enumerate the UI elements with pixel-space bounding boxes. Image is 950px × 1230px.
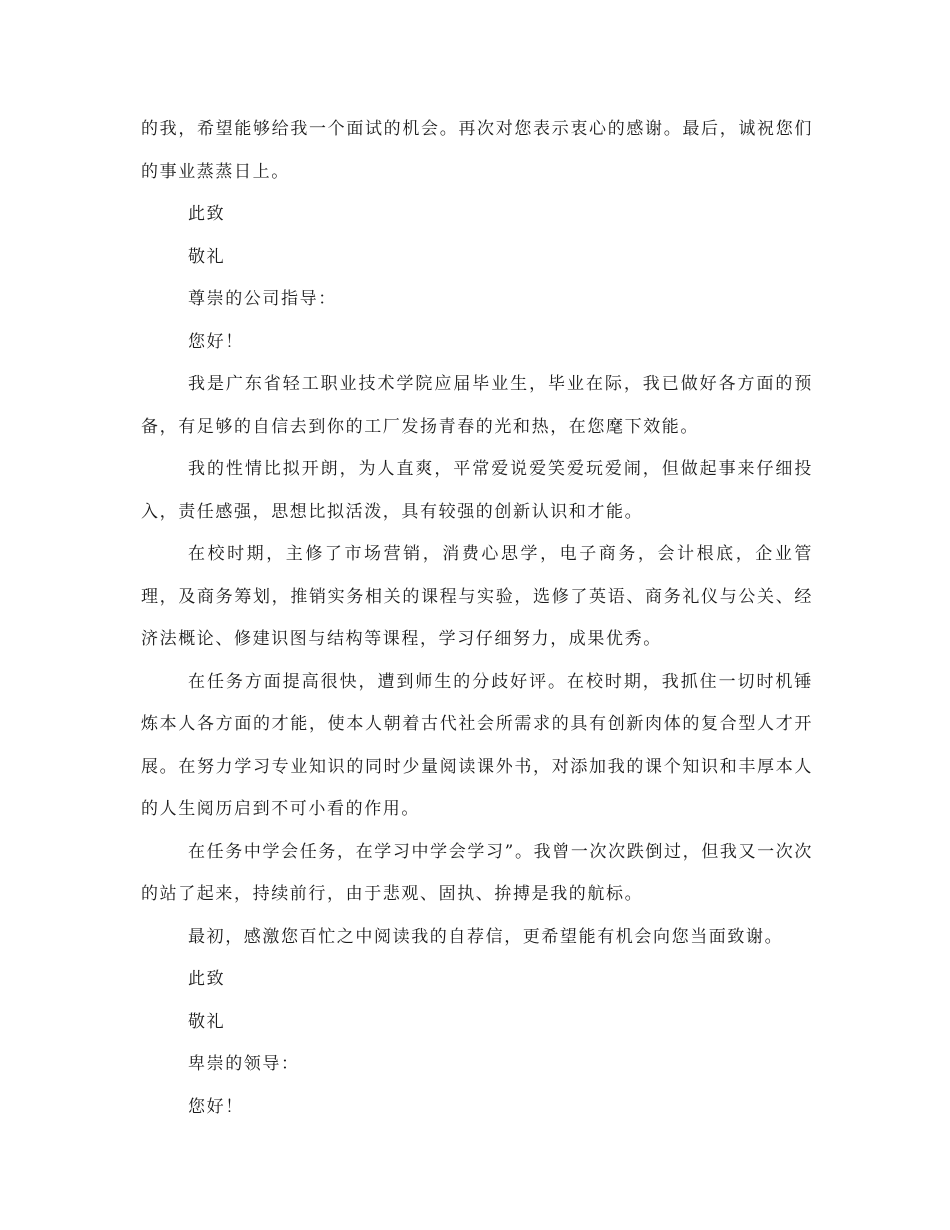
paragraph-motto: 在任务中学会任务，在学习中学会学习”。我曾一次次跌倒过，但我又一次次的站了起来，持续前行，由于悲观、固执、拚搏是我的航标。 (141, 841, 813, 904)
paragraph-thanks: 最初，感激您百忙之中阅读我的自荐信，更希望能有机会向您当面致谢。 (188, 926, 784, 947)
paragraph-personality: 我的性情比拟开朗，为人直爽，平常爱说爱笑爱玩爱闹，但做起事来仔细投入，责任感强，思想比拟活泼，具有较强的创新认识和才能。 (141, 459, 813, 522)
paragraph-closing-wishes: 的我，希望能够给我一个面试的机会。再次对您表示衷心的感谢。最后，诚祝您们的事业蒸蒸日上。 (141, 119, 813, 182)
paragraph-introduction: 我是广东省轻工职业技术学院应届毕业生，毕业在际，我已做好各方面的预备，有足够的自信去到你的工厂发扬青春的光和热，在您麾下效能。 (141, 374, 813, 437)
document-body (141, 108, 813, 1128)
paragraph-salutation-cizhi: 此致 (188, 204, 226, 224)
paragraph-achievements: 在任务方面提高很快，遭到师生的分歧好评。在校时期，我抓住一切时机锤炼本人各方面的才能，使本人朝着古代社会所需求的具有创新肉体的复合型人才开展。在努力学习专业知识的同时少量阅读课外书，对添加我的课个知识和丰厚本人的人生阅历启到不可小看的作用。 (141, 671, 813, 819)
paragraph-greeting-recipient: 尊崇的公司指导： (188, 289, 337, 309)
paragraph-salutation-jingli: 敬礼 (188, 246, 226, 267)
paragraph-greeting-hello-2: 您好！ (188, 1096, 244, 1117)
paragraph-salutation-cizhi-2: 此致 (188, 969, 226, 989)
paragraph-greeting-recipient-2: 卑崇的领导： (188, 1054, 300, 1074)
paragraph-greeting-hello: 您好！ (188, 331, 244, 352)
paragraph-education: 在校时期，主修了市场营销，消费心思学，电子商务，会计根底，企业管理，及商务筹划，推销实务相关的课程与实验，选修了英语、商务礼仪与公关、经济法概论、修建识图与结构等课程，学习仔细努力，成果优秀。 (141, 544, 813, 649)
paragraph-salutation-jingli-2: 敬礼 (188, 1011, 226, 1032)
